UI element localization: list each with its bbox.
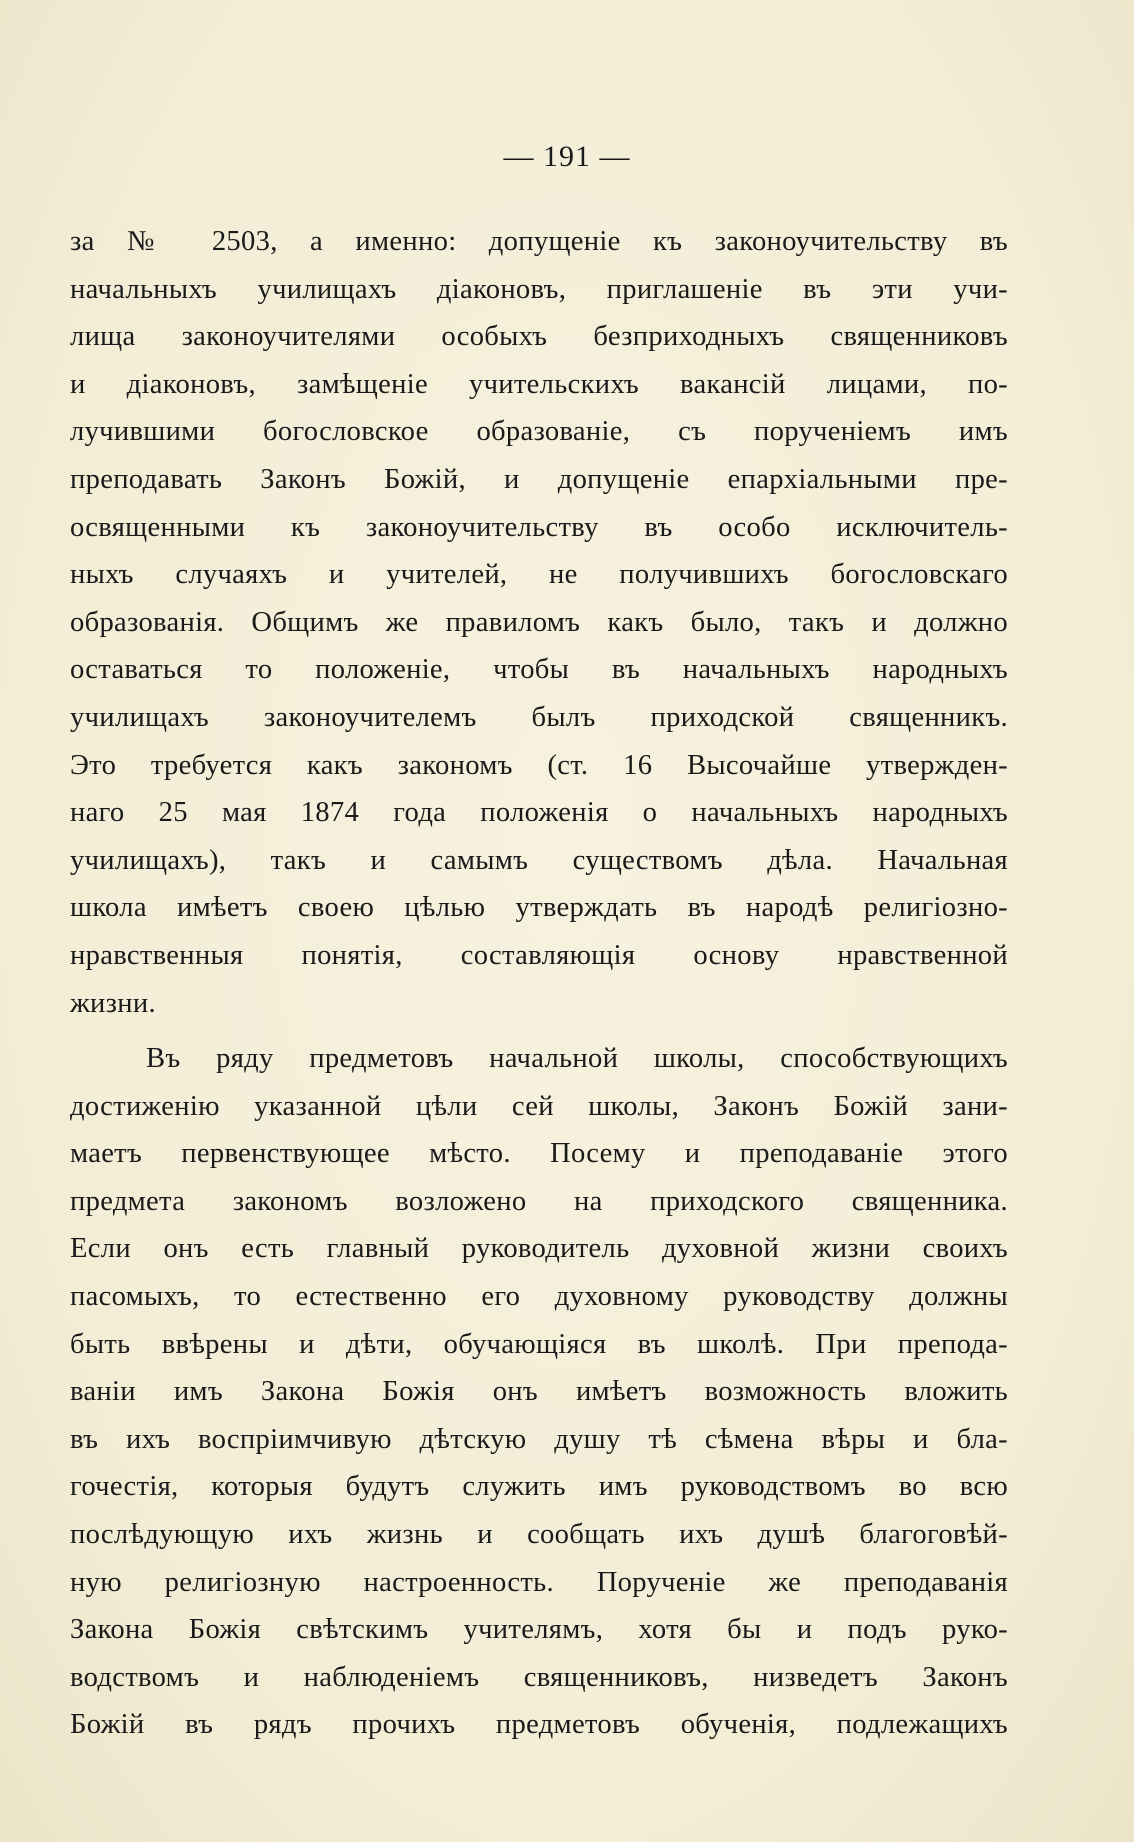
text-line: училищахъ), такъ и самымъ существомъ дѣла. Начальная [70, 844, 1008, 876]
text-line: Божій въ рядъ прочихъ предметовъ обученія, подлежащихъ [70, 1709, 1008, 1741]
text-line: наго 25 мая 1874 года положенія о начальныхъ народныхъ [70, 797, 1008, 829]
text-line: освященными къ законоучительству въ особо исключитель- [70, 511, 1008, 543]
text-line: водствомъ и наблюденіемъ священниковъ, низведетъ Законъ [70, 1661, 1008, 1693]
text-line: послѣдующую ихъ жизнь и сообщать ихъ душѣ благоговѣй- [70, 1519, 1008, 1551]
text-line: образованія. Общимъ же правиломъ какъ было, такъ и должно [70, 606, 1008, 638]
text-line: за № 2503, а именно: допущеніе къ законоучительству въ [70, 226, 1008, 257]
text-line: оставаться то положеніе, чтобы въ начальныхъ народныхъ [70, 654, 1008, 686]
text-line: жизни. [70, 987, 156, 1019]
text-line: ныхъ случаяхъ и учителей, не получившихъ богословскаго [70, 559, 1008, 591]
text-line: школа имѣетъ своею цѣлью утверждать въ народѣ религіозно- [70, 892, 1008, 924]
text-line: нравственныя понятія, составляющія основу нравственной [70, 939, 1008, 971]
text-line: быть ввѣрены и дѣти, обучающіяся въ школѣ. При препода- [70, 1328, 1008, 1360]
text-line: лища законоучителями особыхъ безприходныхъ священниковъ [70, 321, 1008, 353]
text-line: пасомыхъ, то естественно его духовному руководству должны [70, 1281, 1008, 1313]
paragraph-1 [70, 218, 1008, 1027]
text-line: училищахъ законоучителемъ былъ приходской священникъ. [70, 701, 1008, 733]
text-line: Закона Божія свѣтскимъ учителямъ, хотя бы и подъ руко- [70, 1614, 1008, 1646]
text-line: ную религіозную настроенность. Порученіе же преподаванія [70, 1566, 1008, 1598]
page-number: — 191 — [503, 140, 631, 173]
paragraph-2 [70, 1035, 1008, 1749]
paragraph-gap [70, 1027, 1008, 1035]
text-line: въ ихъ воспріимчивую дѣтскую душу тѣ сѣмена вѣры и бла- [70, 1423, 1008, 1455]
text-line: лучившими богословское образованіе, съ порученіемъ имъ [70, 416, 1008, 448]
text-line: маетъ первенствующее мѣсто. Посему и преподаваніе этого [70, 1138, 1008, 1170]
text-line: преподавать Законъ Божій, и допущеніе епархіальными пре- [70, 463, 1008, 495]
text-line: Если онъ есть главный руководитель духовной жизни своихъ [70, 1233, 1008, 1265]
text-line: и діаконовъ, замѣщеніе учительскихъ вакансій лицами, по- [70, 368, 1008, 400]
text-line: предмета закономъ возложено на приходского священника. [70, 1185, 1008, 1217]
text-block [70, 218, 1008, 1749]
text-line: ваніи имъ Закона Божія онъ имѣетъ возможность вложить [70, 1376, 1008, 1408]
text-line: Это требуется какъ закономъ (ст. 16 Высочайше утвержден- [70, 749, 1008, 781]
text-line: достиженію указанной цѣли сей школы, Законъ Божій зани- [70, 1090, 1008, 1122]
text-line: начальныхъ училищахъ діаконовъ, приглашеніе въ эти учи- [70, 273, 1008, 305]
text-line: Въ ряду предметовъ начальной школы, способствующихъ [146, 1043, 1008, 1075]
text-line: гочестія, которыя будутъ служить имъ руководствомъ во всю [70, 1471, 1008, 1503]
